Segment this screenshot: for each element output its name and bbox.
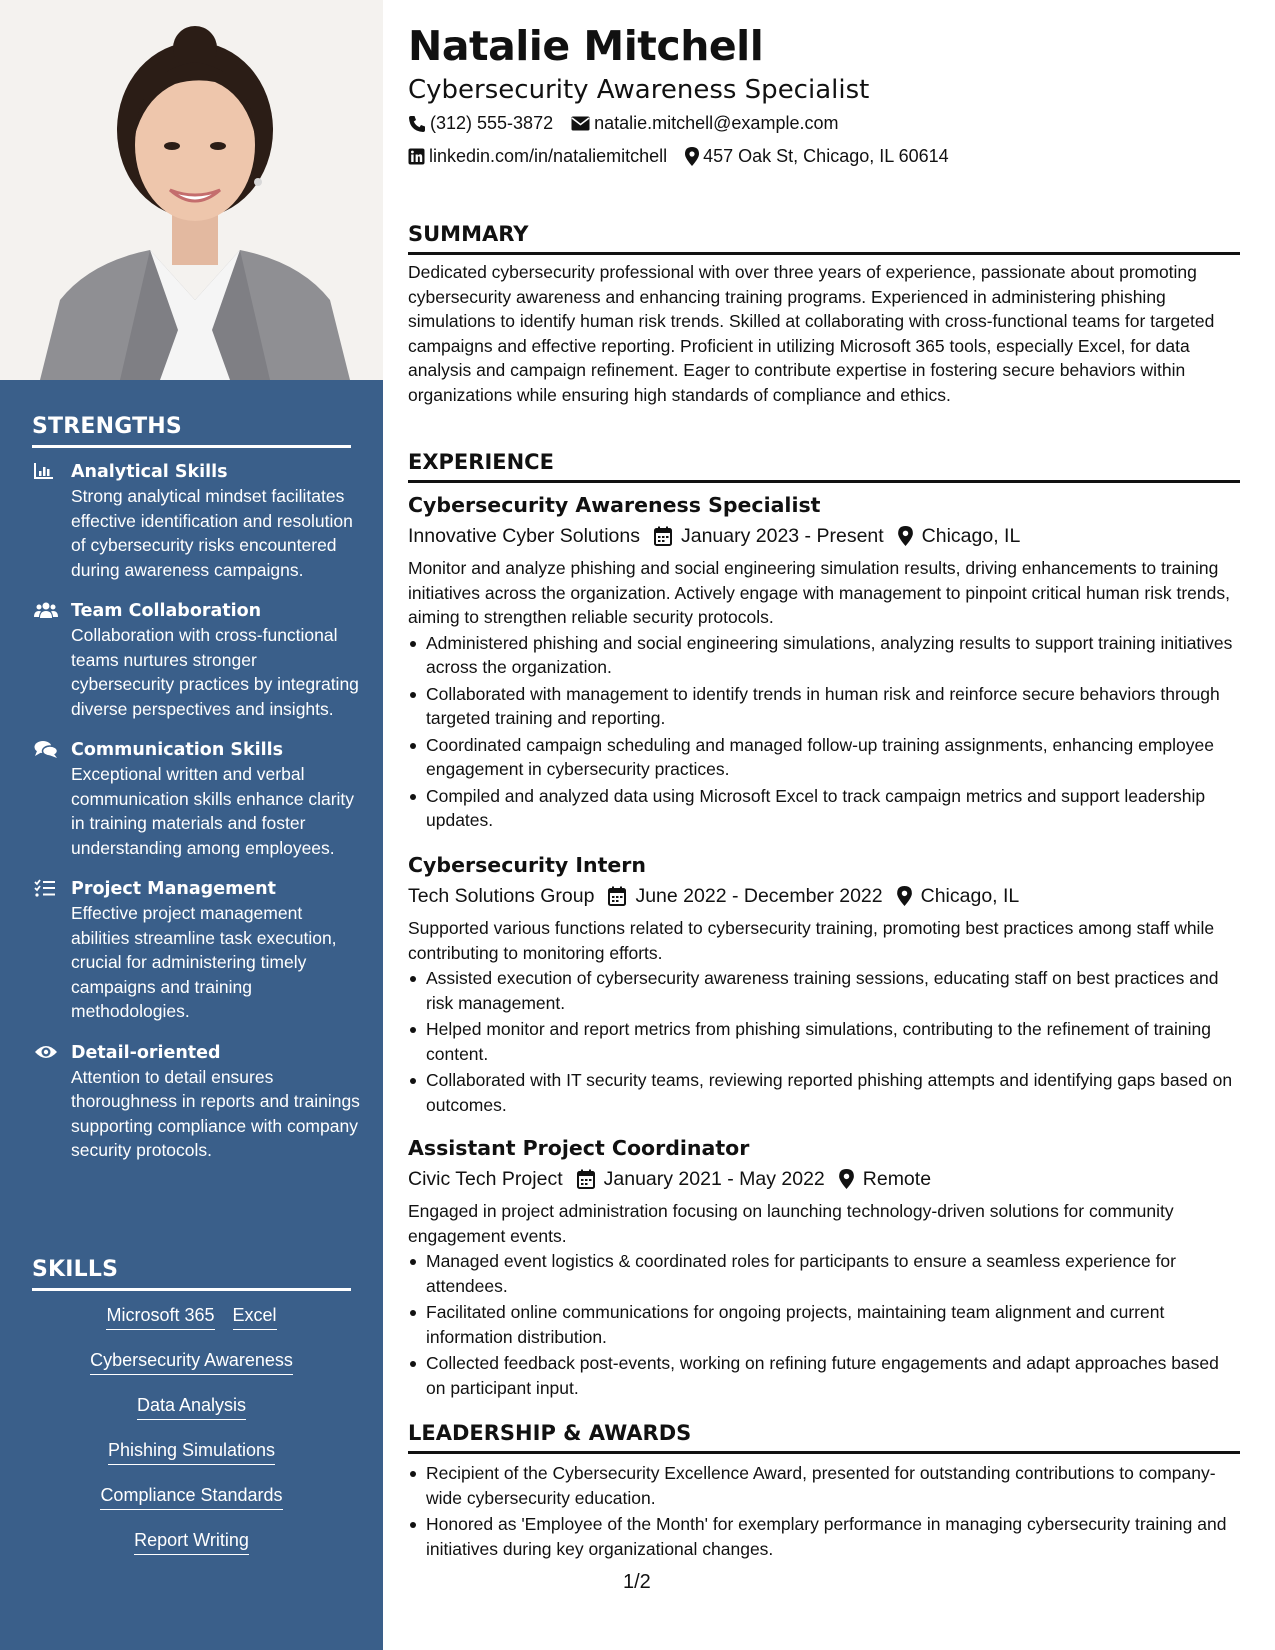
- list-check-icon: [34, 879, 56, 899]
- leadership-heading: LEADERSHIP & AWARDS: [408, 1421, 1240, 1454]
- eye-icon: [34, 1043, 56, 1063]
- job-description: Supported various functions related to cybersecurity training, promoting best practices among staff while contributing to monitoring efforts.: [408, 918, 1215, 963]
- map-marker-icon: [839, 1169, 854, 1189]
- strength-title: Team Collaboration: [71, 601, 262, 621]
- job-bullets: [408, 631, 1240, 833]
- skill-tag: Phishing Simulations: [108, 1437, 275, 1465]
- leadership-list: [408, 1461, 1240, 1563]
- job-entry: [408, 491, 1240, 835]
- skill-tag: Microsoft 365: [106, 1302, 214, 1330]
- job-bullet: Managed event logistics & coordinated roles for participants to ensure a seamless experience for attendees.: [408, 1249, 1240, 1298]
- job-bullet: Collaborated with IT security teams, reviewing reported phishing attempts and identifying gaps based on outcomes.: [408, 1068, 1240, 1117]
- strength-description: Exceptional written and verbal communication skills enhance clarity in training materials and foster understanding among employees.: [71, 764, 355, 858]
- job-bullet: Collaborated with management to identify trends in human risk and reinforce secure behaviors through targeted training and reporting.: [408, 682, 1240, 731]
- candidate-title: Cybersecurity Awareness Specialist: [408, 75, 870, 105]
- job-entry: [408, 1134, 1240, 1402]
- strength-item: [32, 1041, 362, 1163]
- company-name: Civic Tech Project: [408, 1168, 563, 1190]
- strength-description: Strong analytical mindset facilitates effective identification and resolution of cybersecurity risks encountered during awareness campaigns.: [71, 486, 353, 580]
- job-bullets: [408, 1249, 1240, 1400]
- job-description: Engaged in project administration focusing on launching technology-driven solutions for community engagement events.: [408, 1201, 1174, 1246]
- linkedin-text: linkedin.com/in/nataliemitchell: [429, 146, 668, 166]
- job-dates: January 2021 - May 2022: [603, 1168, 825, 1190]
- strength-item: [32, 877, 362, 1024]
- skill-tag: Compliance Standards: [100, 1482, 282, 1510]
- job-bullet: Helped monitor and report metrics from phishing simulations, contributing to the refinement of training content.: [408, 1017, 1240, 1066]
- calendar-icon: [608, 886, 626, 906]
- strength-description: Collaboration with cross-functional teams nurtures stronger cybersecurity practices by integrating diverse perspectives and insights.: [71, 625, 359, 719]
- job-bullet: Collected feedback post-events, working on refining future engagements and adapt approaches based on participant input.: [408, 1351, 1240, 1400]
- job-location: Chicago, IL: [920, 885, 1020, 907]
- linkedin-icon: [408, 148, 425, 165]
- map-marker-icon: [898, 526, 913, 546]
- job-bullet: Facilitated online communications for ongoing projects, maintaining team alignment and current information distribution.: [408, 1300, 1240, 1349]
- strength-title: Project Management: [71, 879, 276, 899]
- calendar-icon: [654, 526, 672, 546]
- company-name: Tech Solutions Group: [408, 885, 595, 907]
- job-bullet: Coordinated campaign scheduling and managed follow-up training assignments, enhancing employee engagement in cybersecurity practices.: [408, 733, 1240, 782]
- skill-row: [32, 1302, 351, 1347]
- summary-heading: SUMMARY: [408, 222, 1240, 255]
- strength-item: [32, 460, 362, 582]
- skill-tag: Cybersecurity Awareness: [90, 1347, 293, 1375]
- sidebar: [0, 0, 383, 1650]
- award-item: Recipient of the Cybersecurity Excellence Award, presented for outstanding contributions to company-wide cybersecurity education.: [408, 1461, 1240, 1510]
- strength-title: Communication Skills: [71, 740, 284, 760]
- address-contact: [685, 146, 949, 167]
- strength-description: Effective project management abilities streamline task execution, crucial for administering timely campaigns and training methodologies.: [71, 903, 337, 1021]
- job-dates: June 2022 - December 2022: [635, 885, 883, 907]
- job-description: Monitor and analyze phishing and social engineering simulation results, driving enhancements to training initiatives across the organization. Actively engage with management to pinpoint critical human risk trends, aiming to strengthen reliable security protocols.: [408, 558, 1230, 627]
- phone-text: (312) 555-3872: [430, 113, 554, 133]
- skills-list: [32, 1302, 351, 1572]
- map-marker-icon: [897, 886, 912, 906]
- skill-tag: Excel: [233, 1302, 277, 1330]
- strength-description: Attention to detail ensures thoroughness in reports and trainings supporting compliance with company security protocols.: [71, 1066, 360, 1160]
- job-location: Remote: [862, 1168, 932, 1190]
- skills-heading: SKILLS: [32, 1257, 351, 1291]
- comments-icon: [34, 740, 56, 760]
- job-bullet: Administered phishing and social engineering simulations, analyzing results to support training initiatives across the organization.: [408, 631, 1240, 680]
- job-bullet: Compiled and analyzed data using Microsoft Excel to track campaign metrics and support leadership updates.: [408, 784, 1240, 833]
- skill-row: [32, 1527, 351, 1572]
- company-name: Innovative Cyber Solutions: [408, 525, 640, 547]
- email-text: natalie.mitchell@example.com: [594, 113, 839, 133]
- contact-row: [408, 113, 838, 134]
- job-location: Chicago, IL: [921, 525, 1021, 547]
- job-meta: [408, 882, 1240, 910]
- skill-row: [32, 1392, 351, 1437]
- linkedin-contact[interactable]: [408, 146, 667, 167]
- map-marker-icon: [685, 147, 699, 166]
- experience-heading: EXPERIENCE: [408, 450, 1240, 483]
- job-entry: [408, 851, 1240, 1119]
- chart-bar-icon: [34, 462, 56, 482]
- job-dates: January 2023 - Present: [680, 525, 884, 547]
- envelope-icon: [571, 116, 590, 131]
- strength-item: [32, 599, 362, 721]
- skill-row: [32, 1437, 351, 1482]
- contact-row: [408, 146, 949, 167]
- email-contact[interactable]: [571, 113, 838, 134]
- phone-icon: [408, 115, 426, 133]
- skill-tag: Data Analysis: [137, 1392, 246, 1420]
- page-number: 1/2: [623, 1571, 651, 1593]
- strength-title: Detail-oriented: [71, 1042, 221, 1063]
- job-title: Cybersecurity Intern: [408, 853, 647, 877]
- strengths-list: [32, 460, 362, 1180]
- job-title: Cybersecurity Awareness Specialist: [408, 493, 821, 517]
- users-icon: [34, 601, 56, 621]
- skill-row: [32, 1347, 351, 1392]
- calendar-icon: [577, 1169, 595, 1189]
- strength-title: Analytical Skills: [71, 462, 228, 482]
- skill-row: [32, 1482, 351, 1527]
- job-bullets: [408, 966, 1240, 1117]
- job-bullet: Assisted execution of cybersecurity awareness training sessions, educating staff on best practices and risk management.: [408, 966, 1240, 1015]
- award-item: Honored as 'Employee of the Month' for exemplary performance in managing cybersecurity training and initiatives during key organizational changes.: [408, 1512, 1240, 1561]
- job-meta: [408, 522, 1240, 550]
- summary-text: Dedicated cybersecurity professional with over three years of experience, passionate about promoting cybersecurity awareness and enhancing training programs. Experienced in administering phishing simulations to identify human risk trends. Skilled at collaborating with cross-functional teams for targeted campaigns and effective reporting. Proficient in utilizing Microsoft 365 tools, especially Excel, for data analysis and campaign refinement. Eager to contribute expertise in fostering secure behaviors within organizations while ensuring high standards of compliance and ethics.: [408, 262, 1215, 405]
- candidate-name: Natalie Mitchell: [408, 22, 764, 70]
- job-meta: [408, 1165, 1240, 1193]
- strength-item: [32, 738, 362, 860]
- skill-tag: Report Writing: [134, 1527, 249, 1555]
- job-title: Assistant Project Coordinator: [408, 1136, 750, 1160]
- phone-contact[interactable]: [408, 113, 553, 134]
- profile-photo: [0, 0, 383, 380]
- address-text: 457 Oak St, Chicago, IL 60614: [703, 146, 949, 166]
- strengths-heading: STRENGTHS: [32, 414, 351, 448]
